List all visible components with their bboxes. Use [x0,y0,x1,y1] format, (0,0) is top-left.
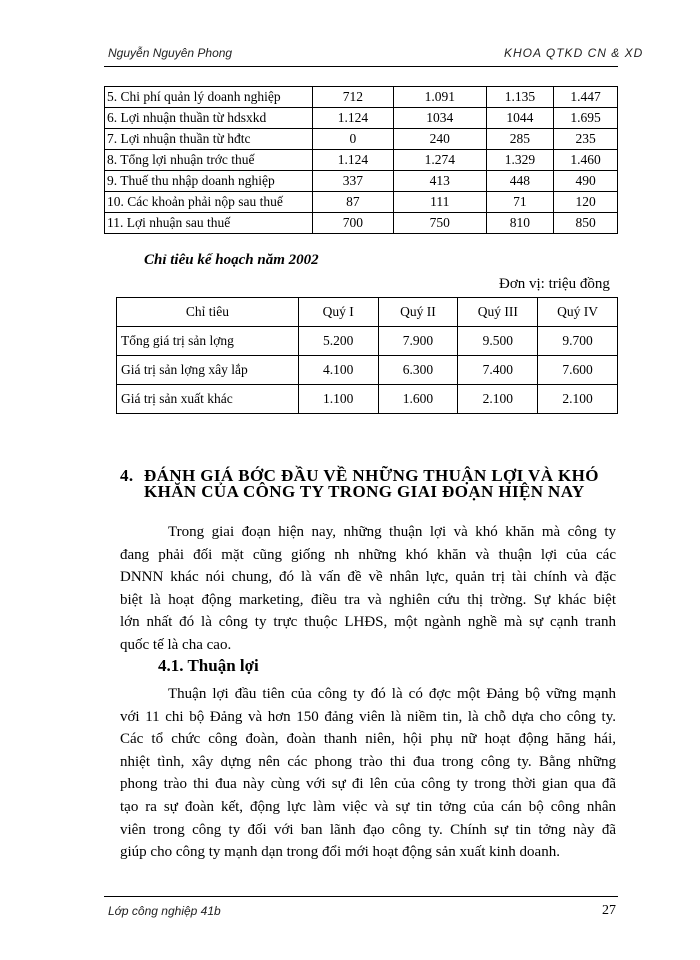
results-row-label: 11. Lợi nhuận sau thuế [105,213,313,234]
results-row-label: 7. Lợi nhuận thuần từ hđtc [105,129,313,150]
paragraph-line: nhiệt tình, xây dựng nên các phong trào thi đua trong công ty. Bằng những [120,753,616,770]
results-cell: 448 [486,171,554,192]
results-cell: 1.124 [312,150,393,171]
plan-table [116,297,618,414]
results-cell: 337 [312,171,393,192]
results-cell: 1034 [393,108,486,129]
footer-class: Lớp công nghiệp 41b [108,904,221,918]
paragraph-line: quốc tế là cha cao. [120,636,232,653]
results-row [105,171,618,192]
paragraph-line: biệt là hoạt động marketing, điều tra và nghiên cứu thị trờng. Sự khác biệt [120,591,616,608]
results-cell: 850 [554,213,618,234]
plan-cell: 5.200 [298,327,378,356]
section-4-1-heading: 4.1. Thuận lợi [158,656,259,675]
plan-cell: 2.100 [538,385,618,414]
plan-header-cell: Chỉ tiêu [117,298,299,327]
plan-header-cell: Quý I [298,298,378,327]
plan-row-label: Tổng giá trị sản lợng [117,327,299,356]
paragraph-line: viên trong công ty đối với ban lãnh đạo công ty. Chính sự tin tởng này đã [120,821,616,838]
results-row [105,87,618,108]
section-4-heading [120,468,620,500]
results-row [105,129,618,150]
results-row [105,213,618,234]
plan-row [117,356,618,385]
results-cell: 1.460 [554,150,618,171]
results-row [105,192,618,213]
results-cell: 1.135 [486,87,554,108]
plan-header-cell: Quý III [458,298,538,327]
paragraph-line: Thuận lợi đầu tiên của công ty đó là có đợc một Đảng bộ vững mạnh [168,686,616,702]
section-4-number: 4. [120,466,134,485]
footer-rule [104,896,618,897]
results-cell: 71 [486,192,554,213]
paragraph-line: Trong giai đoạn hiện nay, những thuận lợi và khó khăn mà công ty [168,524,616,540]
paragraph-line: phong trào thi đua này cùng với sự đi lên của công ty trong thời gian qua đã [120,776,616,793]
paragraph-line: Các tổ chức công đoàn, đoàn thanh niên, hội phụ nữ hoạt động hăng hái, [120,731,616,748]
plan-title: Chỉ tiêu kế hoạch năm 2002 [144,252,319,268]
plan-header-row [117,298,618,327]
plan-row [117,385,618,414]
results-row-label: 6. Lợi nhuận thuần từ hdsxkd [105,108,313,129]
plan-row-label: Giá trị sản lợng xây lắp [117,356,299,385]
results-cell: 1.274 [393,150,486,171]
plan-cell: 2.100 [458,385,538,414]
plan-row-label: Giá trị sản xuất khác [117,385,299,414]
plan-cell: 6.300 [378,356,458,385]
paragraph-line: với 11 chi bộ Đảng và hơn 150 đảng viên là niềm tin, là chỗ dựa cho công ty. [120,708,616,725]
section-4-1-paragraph [120,683,616,864]
results-row [105,150,618,171]
plan-cell: 4.100 [298,356,378,385]
results-cell: 1.329 [486,150,554,171]
results-cell: 750 [393,213,486,234]
results-cell: 712 [312,87,393,108]
page-number: 27 [602,903,616,918]
results-cell: 235 [554,129,618,150]
plan-cell: 7.400 [458,356,538,385]
plan-cell: 1.100 [298,385,378,414]
results-cell: 111 [393,192,486,213]
results-cell: 1044 [486,108,554,129]
results-cell: 413 [393,171,486,192]
section-4-title: ĐÁNH GIÁ BỚC ĐẦU VỀ NHỮNG THUẬN LỢI VÀ KHÓ KHĂN CỦA CÔNG TY TRONG GIAI ĐOẠN HIỆN NAY [144,466,599,501]
plan-unit: Đơn vị: triệu đồng [499,276,610,292]
paragraph-line: giúp cho công ty mạnh dạn trong đổi mới hoạt động sản xuất kinh doanh. [120,844,560,861]
plan-cell: 9.500 [458,327,538,356]
plan-cell: 9.700 [538,327,618,356]
results-cell: 285 [486,129,554,150]
results-row [105,108,618,129]
plan-header-cell: Quý II [378,298,458,327]
paragraph-line: DNNN khác nói chung, đó là vấn đề về nhân lực, quản trị tài chính và đặc [120,569,616,586]
plan-header-cell: Quý IV [538,298,618,327]
results-cell: 1.091 [393,87,486,108]
plan-cell: 7.600 [538,356,618,385]
paragraph-line: lớn nhất đó là công ty trực thuộc LHĐS, một ngành nghề mà sự cạnh tranh [120,614,616,631]
paragraph-line: đang phải đối mặt cũng giống nh những khó khăn và thuận lợi của các [120,546,616,563]
header-rule [104,66,618,67]
results-row-label: 9. Thuế thu nhập doanh nghiệp [105,171,313,192]
results-cell: 240 [393,129,486,150]
results-cell: 1.124 [312,108,393,129]
results-row-label: 8. Tổng lợi nhuận trớc thuế [105,150,313,171]
results-cell: 1.447 [554,87,618,108]
results-cell: 1.695 [554,108,618,129]
plan-cell: 7.900 [378,327,458,356]
plan-row [117,327,618,356]
plan-cell: 1.600 [378,385,458,414]
results-cell: 700 [312,213,393,234]
section-4-paragraph [120,521,616,657]
results-cell: 810 [486,213,554,234]
results-row-label: 5. Chi phí quản lý doanh nghiệp [105,87,313,108]
results-cell: 120 [554,192,618,213]
results-cell: 87 [312,192,393,213]
paragraph-line: tạo ra sự đoàn kết, động lực làm việc và sự tin tởng của cán bộ công nhân [120,798,616,815]
results-table [104,86,618,234]
results-row-label: 10. Các khoản phải nộp sau thuế [105,192,313,213]
header-author: Nguyễn Nguyên Phong [108,46,233,60]
header-faculty: KHOA QTKD CN & XD [504,46,644,60]
results-cell: 490 [554,171,618,192]
results-cell: 0 [312,129,393,150]
